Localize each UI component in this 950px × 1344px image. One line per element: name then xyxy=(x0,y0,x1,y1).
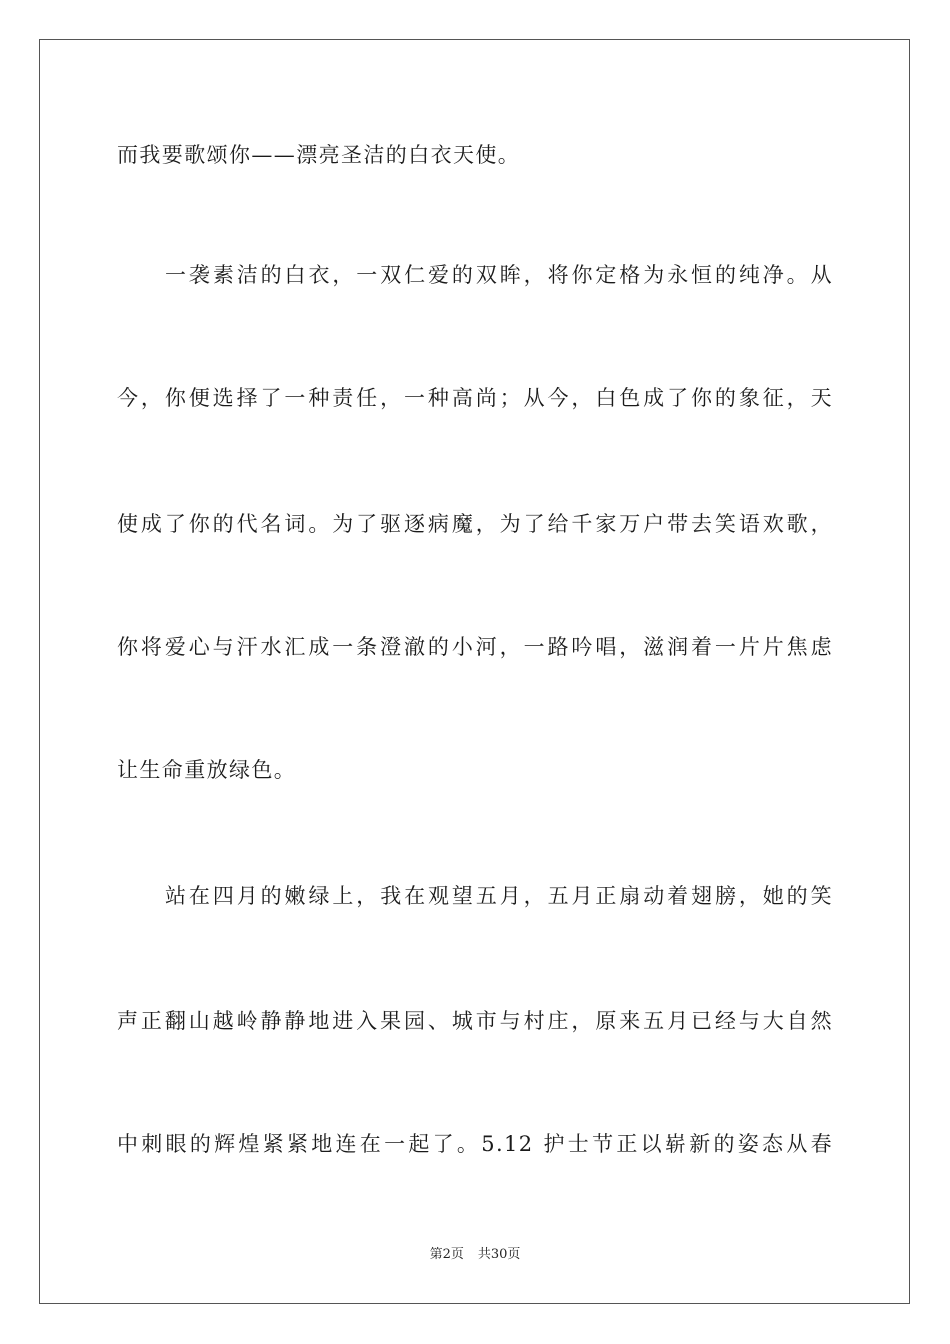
current-page-label: 第2页 xyxy=(429,1247,464,1262)
total-pages-label: 共30页 xyxy=(477,1247,521,1262)
text-line-8: 声正翻山越岭静静地进入果园、城市与村庄，原来五月已经与大自然 xyxy=(117,1009,833,1033)
page-footer xyxy=(0,1246,950,1264)
text-line-4: 使成了你的代名词。为了驱逐病魔，为了给千家万户带去笑语欢歌， xyxy=(117,512,833,536)
text-line-1: 而我要歌颂你——漂亮圣洁的白衣天使。 xyxy=(117,143,521,167)
text-line-9: 中刺眼的辉煌紧紧地连在一起了。5.12 护士节正以崭新的姿态从春 xyxy=(117,1132,833,1156)
page-border xyxy=(39,39,910,1304)
text-line-3: 今，你便选择了一种责任，一种高尚；从今，白色成了你的象征，天 xyxy=(117,386,833,410)
text-line-7: 站在四月的嫩绿上，我在观望五月，五月正扇动着翅膀，她的笑 xyxy=(165,884,833,908)
text-line-6: 让生命重放绿色。 xyxy=(117,758,297,782)
text-line-5: 你将爱心与汗水汇成一条澄澈的小河，一路吟唱，滋润着一片片焦虑 xyxy=(117,635,833,659)
text-line-2: 一袭素洁的白衣，一双仁爱的双眸，将你定格为永恒的纯净。从 xyxy=(165,263,833,287)
